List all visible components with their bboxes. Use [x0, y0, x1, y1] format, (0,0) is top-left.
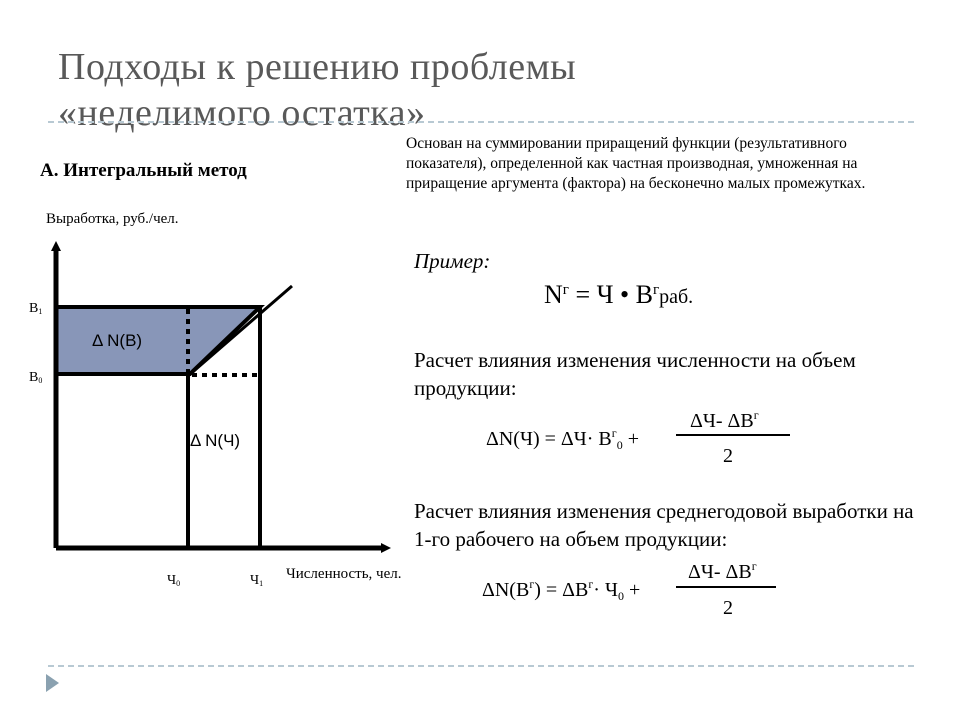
method-description: Основан на суммировании приращений функции (результативного показателя), определенной как частная производная, умноженная на приращение аргумента (фактора) на бесконечно малых промежутках.	[406, 135, 866, 192]
calc1-left: $\Delta N(Ч) = \Delta Ч\cdot В^г_0$ +	[486, 426, 639, 452]
title-line-2: «неделимого остатка»	[58, 92, 426, 134]
example-label: Пример:	[414, 249, 491, 273]
tick-ch0: $Ч_0$	[167, 573, 181, 588]
tick-b1: $В_1$	[29, 301, 43, 316]
calc2-left: $\Delta N(В^г) = \Delta В^г\cdot Ч_0$ +	[482, 577, 641, 603]
calc1-denominator: 2	[723, 445, 733, 467]
calc2-numerator: ΔЧ- $\Delta В^г$	[688, 559, 757, 583]
tick-b0: $В_0$	[29, 370, 43, 385]
bottom-divider	[48, 665, 914, 667]
calc2-denominator: 2	[723, 597, 733, 619]
x-axis-label: Численность, чел.	[286, 566, 402, 582]
area-b-label: Δ N(В)	[92, 331, 143, 350]
title-line-1: Подходы к решению проблемы	[58, 46, 577, 88]
slide-marker-icon	[46, 674, 59, 692]
calc2-text: Расчет влияния изменения среднегодовой выработки на 1-го рабочего на объем продукции:	[414, 499, 914, 551]
area-ch-label: Δ N(Ч)	[190, 431, 241, 450]
y-axis-label: Выработка, руб./чел.	[46, 211, 179, 227]
calc1-fraction-bar	[676, 434, 790, 436]
calc2-fraction-bar	[676, 586, 776, 588]
main-formula: $N^г = Ч$ • $В^граб$.	[544, 280, 694, 309]
section-title: А. Интегральный метод	[40, 160, 247, 181]
calc1-text: Расчет влияния изменения численности на объем продукции:	[414, 348, 856, 400]
calc1-numerator: ΔЧ- $\Delta В^г$	[690, 408, 759, 432]
tick-ch1: $Ч_1$	[250, 573, 264, 588]
